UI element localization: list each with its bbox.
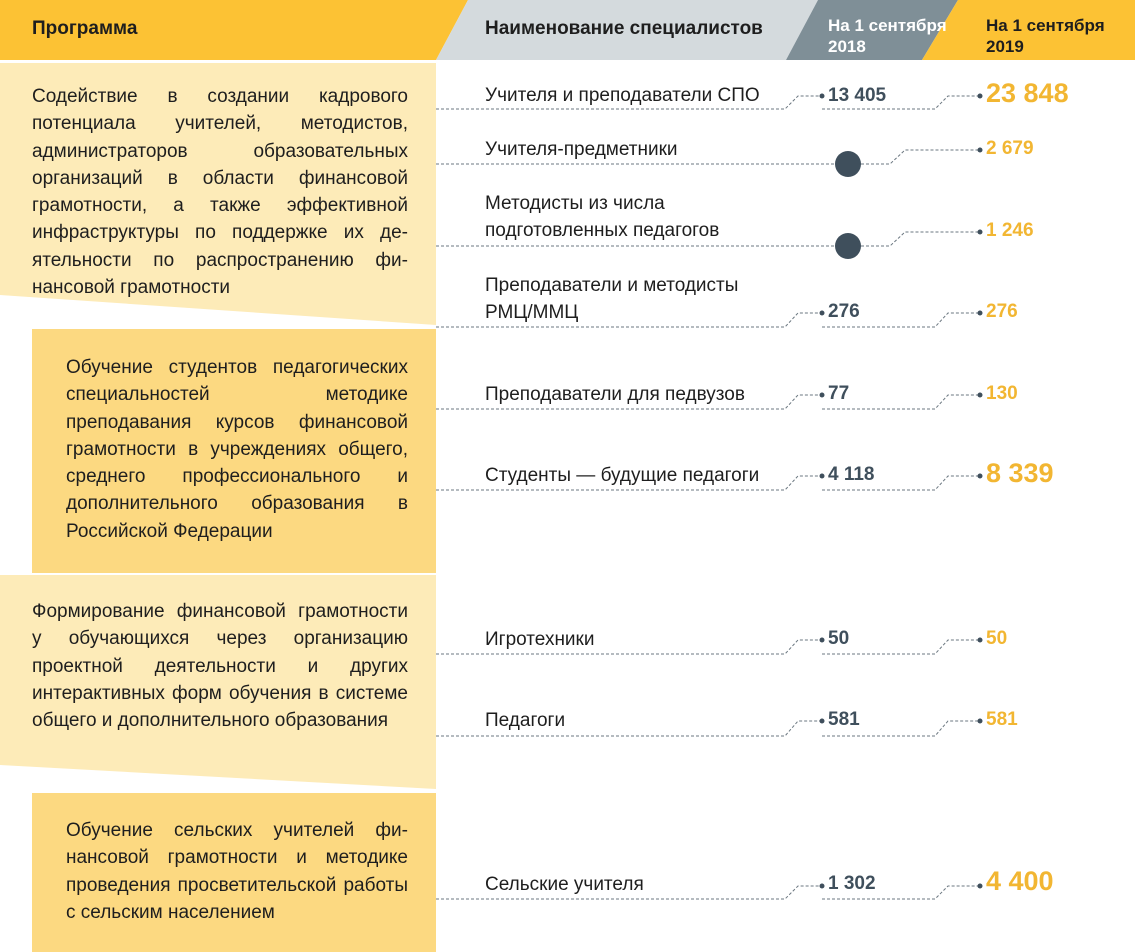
row-1-name: Учителя и преподаватели СПО [485, 85, 760, 106]
row-5-value-2018: 77 [828, 383, 850, 404]
program-3-text: Формирование финансовой грамотности у обучающихся через организацию проектной деятельности и других интерактивных форм обучения в системе общего и дополнительного образования [32, 601, 408, 732]
row-3-name-line2: подготовленных педагогов [485, 220, 720, 241]
row-1-value-2019: 23 848 [986, 78, 1069, 108]
program-4-text: Обучение сельских учителей финансовой грамотности и методике проведения просветительской работы с сельским населением [66, 820, 408, 923]
connector-dot [820, 94, 825, 99]
row-3-name [485, 190, 719, 244]
header-2018-line1: На 1 сентября [828, 16, 947, 35]
row-5-value-2019: 130 [986, 383, 1018, 404]
row-8-value-2019: 581 [986, 709, 1018, 730]
row-4-name-line1: Преподаватели и методисты [485, 275, 739, 296]
row-6-value-2019: 8 339 [986, 458, 1054, 488]
row-4-value-2019: 276 [986, 301, 1018, 322]
row-4-name [485, 272, 738, 326]
row-6-name: Студенты — будущие педагоги [485, 465, 760, 486]
row-1-value-2018: 13 405 [828, 85, 887, 106]
row-6-value-2018: 4 118 [828, 464, 875, 485]
row-2-name: Учителя-предметники [485, 139, 678, 160]
row-3-value-2019: 1 246 [986, 220, 1034, 241]
row-9-value-2019: 4 400 [986, 866, 1054, 896]
row-2-value-2019: 2 679 [986, 138, 1034, 159]
header-2019-line1: На 1 сентября [986, 16, 1105, 35]
row-8-value-2018: 581 [828, 709, 860, 730]
row-8-name: Педагоги [485, 710, 566, 731]
row-3-name-line1: Методисты из числа [485, 193, 665, 214]
connector-dot [978, 719, 983, 724]
connector-dot [978, 474, 983, 479]
connector-dot [978, 393, 983, 398]
connector-dot [978, 94, 983, 99]
connector-dot [820, 393, 825, 398]
row-7-value-2018: 50 [828, 628, 850, 649]
row-7-name: Игротехники [485, 629, 595, 650]
no-data-marker [835, 233, 861, 259]
row-5-name: Преподаватели для педвузов [485, 384, 745, 405]
header-2019-year: 2019 [986, 37, 1024, 56]
row-7-value-2019: 50 [986, 628, 1008, 649]
connector-dot [978, 638, 983, 643]
program-1-text: Содействие в создании кадрового потенциала учителей, методистов, администраторов образовательных организаций в области финансовой грамотности, а также эффективной инфраструктуры по поддержке их деятельности по распространению финансовой грамотности [32, 86, 408, 299]
row-9-name: Сельские учителя [485, 874, 644, 895]
connector-dot [820, 719, 825, 724]
row-9-value-2018: 1 302 [828, 873, 876, 894]
connector-dot [820, 311, 825, 316]
connector-dot [820, 638, 825, 643]
header-2018-year: 2018 [828, 37, 866, 56]
connector-dot [978, 230, 983, 235]
header-specialists: Наименование специалистов [485, 18, 763, 39]
connector-dot [978, 311, 983, 316]
row-4-value-2018: 276 [828, 301, 860, 322]
no-data-marker [835, 151, 861, 177]
header-program: Программа [32, 18, 138, 39]
connector-dot [978, 884, 983, 889]
connector-dot [820, 474, 825, 479]
program-2-text: Обучение студентов педагогических специальностей методике преподавания курсов финансовой грамотности в учреждениях общего, среднего профессионального и дополнительного образования в Российской Федерации [66, 357, 408, 542]
connector-dot [820, 884, 825, 889]
connector-dot [978, 148, 983, 153]
row-4-name-line2: РМЦ/ММЦ [485, 302, 579, 323]
